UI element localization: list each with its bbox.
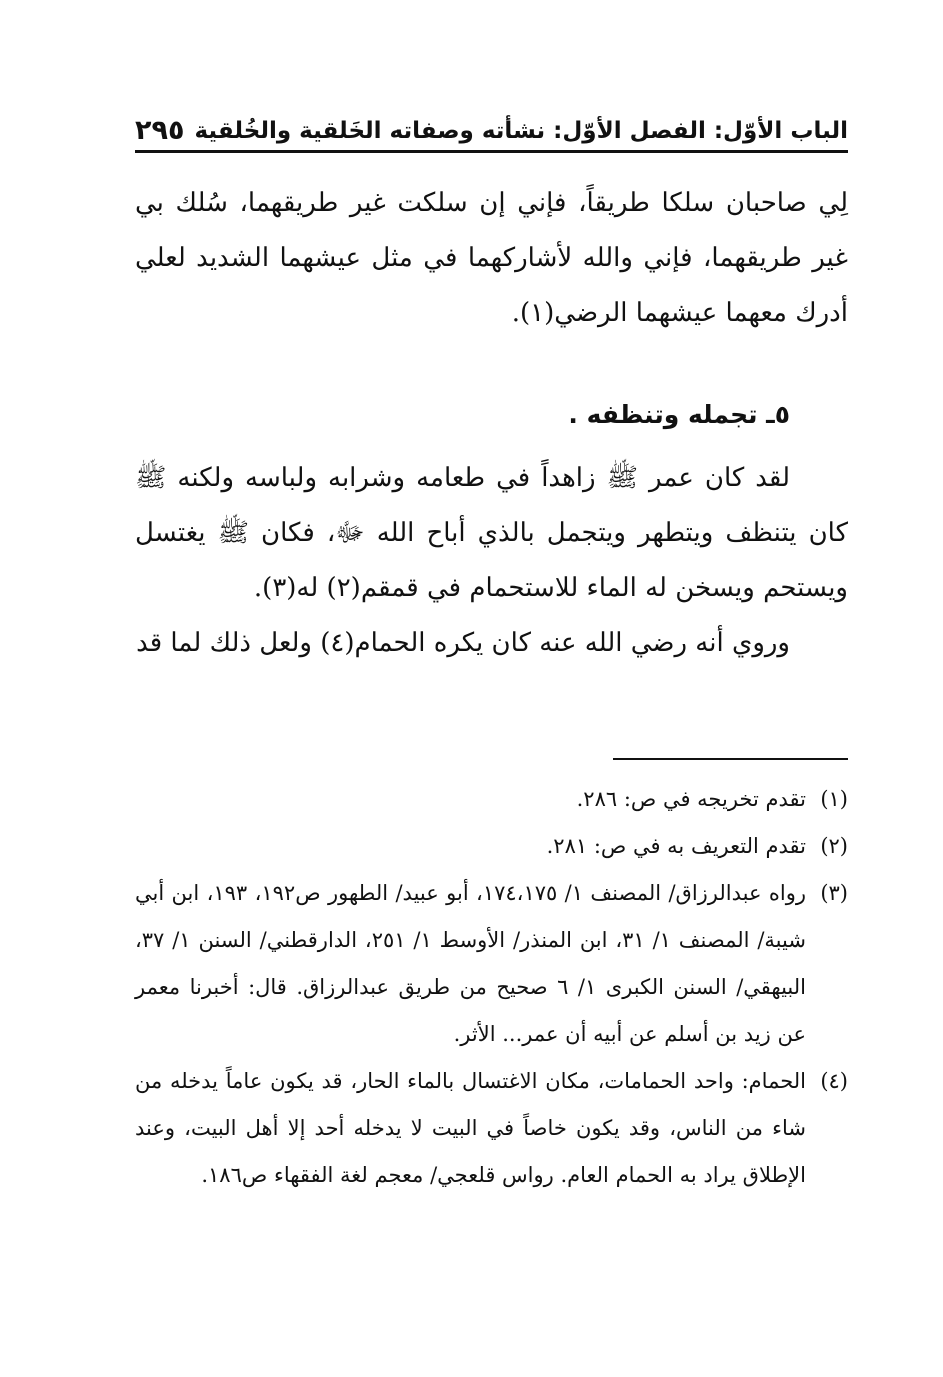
- footnote-text: رواه عبدالرزاق/ المصنف ١/ ١٧٤،١٧٥، أبو عبيد/ الطهور ص١٩٢، ١٩٣، ابن أبي شيبة/ المصنف ١/ ٣١، ابن المنذر/ الأوسط ١/ ٢٥١، الدارقطني/ السنن ١/ ٣٧، البيهقي/ السنن الكبرى ١/ ٦ صحيح من طريق عبدالرزاق. قال: أخبرنا معمر عن زيد بن أسلم عن أبيه أن عمر... الأثر.: [135, 881, 807, 1046]
- page-number: ٢٩٥: [135, 115, 185, 146]
- footnote-3: [135, 870, 848, 1058]
- footnote-number: (٣): [820, 881, 848, 905]
- footnote-rule: [613, 758, 848, 760]
- page-header: [135, 106, 848, 146]
- header-rule: [135, 150, 848, 153]
- footnote-4: [135, 1058, 848, 1199]
- footnote-number: (٢): [820, 834, 848, 858]
- footnote-text: الحمام: واحد الحمامات، مكان الاغتسال بالماء الحار، قد يكون عاماً يدخله من شاء من الناس، وقد يكون خاصاً في البيت لا يدخله أحد إلا أهل البيت، وعند الإطلاق يراد به الحمام العام. رواس قلعجي/ معجم لغة الفقهاء ص١٨٦.: [135, 1069, 806, 1187]
- paragraph: وروي أنه رضي الله عنه كان يكره الحمام(٤) ولعل ذلك لما قد: [136, 628, 790, 658]
- footnote-2: [135, 823, 848, 870]
- paragraph: لقد كان عمر ﷺ زاهداً في طعامه وشرابه ولباسه ولكنه ﷺ كان يتنظف ويتطهر ويتجمل بالذي أباح الله ﷻ، فكان ﷺ يغتسل ويستحم ويسخن له الماء للاستحمام في قمقم(٢) له(٣).: [135, 463, 848, 603]
- running-title: الباب الأوّل: الفصل الأوّل: نشأته وصفاته الخَلقية والخُلقية: [194, 118, 848, 144]
- footnote-number: (٤): [820, 1069, 848, 1093]
- paragraph-continuation: لِي صاحبان سلكا طريقاً، فإني إن سلكت غير طريقهما، سُلك بي غير طريقهما، فإني والله لأشاركهما في مثل عيشهما الشديد لعلي أدرك معهما عيشهما الرضي(١).: [135, 188, 848, 328]
- footnote-number: (١): [820, 787, 848, 811]
- footnote-text: تقدم التعريف به في ص: ٢٨١.: [546, 834, 806, 858]
- footnote-text: تقدم تخريجه في ص: ٢٨٦.: [576, 787, 806, 811]
- section-heading: ٥ـ تجمله وتنظفه .: [568, 400, 790, 429]
- footnote-1: [135, 776, 848, 823]
- footnotes: [135, 776, 848, 1199]
- main-text: [135, 176, 848, 671]
